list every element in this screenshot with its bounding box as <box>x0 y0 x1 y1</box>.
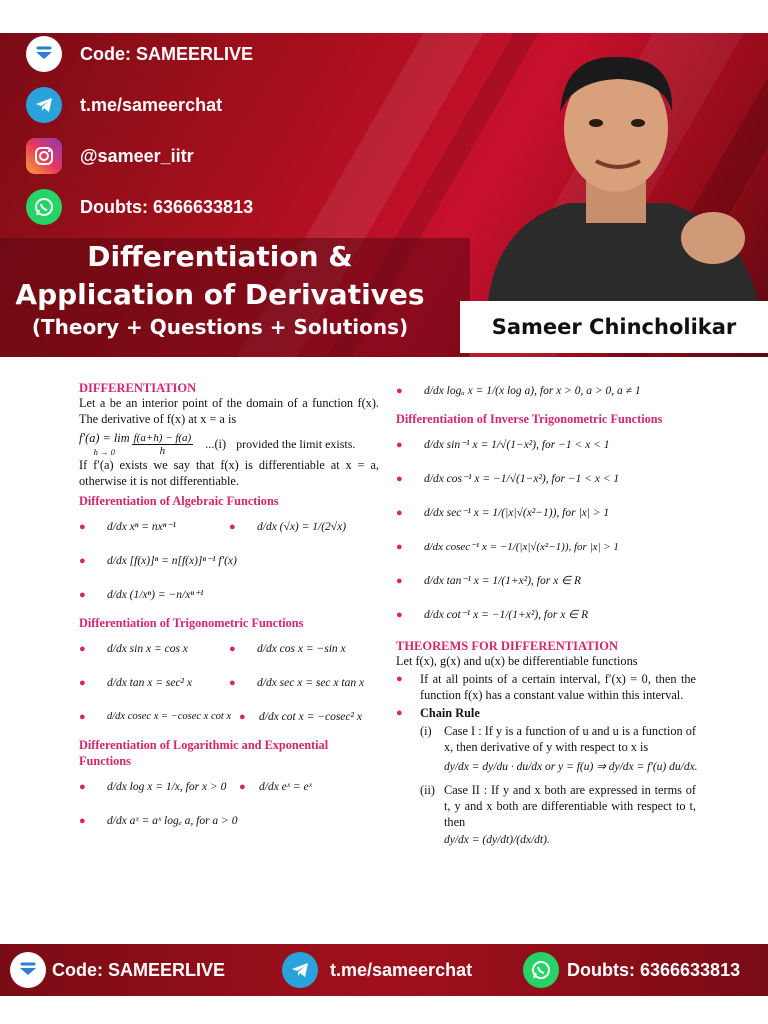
title-line-1: Differentiation & <box>87 240 353 273</box>
formula-trig-6: d/dx cot x = −cosec² x <box>259 710 362 723</box>
title-line-3: (Theory + Questions + Solutions) <box>31 315 409 339</box>
contact-whatsapp[interactable] <box>26 189 253 225</box>
formula-inv-4: d/dx cosec⁻¹ x = −1/(|x|√(x²−1)), for |x| > 1 <box>424 540 619 553</box>
formula-alg-2: d/dx (√x) = 1/(2√x) <box>257 520 347 533</box>
contact-telegram-text: t.me/sameerchat <box>80 94 223 115</box>
definition-tag: ...(i) <box>205 436 227 451</box>
contact-code <box>26 36 253 72</box>
contact-instagram[interactable] <box>26 138 194 174</box>
footer-bar <box>0 944 768 996</box>
formula-trig-4: d/dx sec x = sec x tan x <box>257 676 365 689</box>
formula-inv-3: d/dx sec⁻¹ x = 1/(|x|√(x²−1)), for |x| > 1 <box>424 506 610 519</box>
formula-alg-4: d/dx (1/xⁿ) = −n/xⁿ⁺¹ <box>107 588 204 601</box>
formula-alg-1: d/dx xⁿ = nxⁿ⁻¹ <box>107 520 176 533</box>
formula-trig-3: d/dx tan x = sec² x <box>107 676 192 689</box>
formula-alg-3: d/dx [f(x)]ⁿ = n[f(x)]ⁿ⁻¹ f′(x) <box>107 554 237 567</box>
whatsapp-icon <box>26 189 62 225</box>
theorems-intro: Let f(x), g(x) and u(x) be differentiable functions <box>396 654 638 669</box>
case1-formula: dy/dx = dy/du · du/dx or y = f(u) ⇒ dy/dx = f′(u) du/dx. <box>444 761 698 774</box>
definition-den: h <box>159 445 166 458</box>
footer-telegram-text: t.me/sameerchat <box>330 959 473 980</box>
definition-right: provided the limit exists. <box>236 436 356 451</box>
code-icon <box>10 952 46 988</box>
theorem-bullet-1: If at all points of a certain interval, f′(x) = 0, then the function f(x) has a constant value within this interval. <box>420 672 696 703</box>
definition-left: f′(a) = lim <box>79 431 130 446</box>
contact-whatsapp-text: Doubts: 6366633813 <box>80 196 254 217</box>
case2-label: (ii) <box>420 783 436 798</box>
heading-logarithmic: Differentiation of Logarithmic and Exponential Functions <box>79 738 329 769</box>
case1-label: (i) <box>420 724 432 739</box>
author-photo <box>468 33 768 301</box>
formula-trig-2: d/dx cos x = −sin x <box>257 642 346 655</box>
formula-trig-5: d/dx cosec x = −cosec x cot x <box>107 711 232 723</box>
formula-log-1: d/dx log x = 1/x, for x > 0 <box>107 780 227 793</box>
formula-inv-2: d/dx cos⁻¹ x = −1/√(1−x²), for −1 < x < 1 <box>424 472 620 485</box>
footer-code <box>10 952 225 988</box>
formula-log-3: d/dx aˣ = aˣ logₑ a, for a > 0 <box>107 814 238 827</box>
heading-inverse-trig: Differentiation of Inverse Trigonometric Functions <box>396 412 663 426</box>
definition-num: f(a+h) − f(a) <box>133 431 192 444</box>
heading-trigonometric: Differentiation of Trigonometric Functions <box>79 616 304 631</box>
telegram-icon <box>26 87 62 123</box>
contact-instagram-text: @sameer_iitr <box>80 145 194 166</box>
heading-chain-rule: Chain Rule <box>420 706 480 721</box>
heading-differentiation: DIFFERENTIATION <box>79 381 197 395</box>
heading-theorems: THEOREMS FOR DIFFERENTIATION <box>396 638 619 653</box>
right-column: ● d/dx logₐ x = 1/(x log a), for x > 0, a > 0, a ≠ 1 Differentiation of Inverse Trigonometric Functions ● d/dx sin⁻¹ x = 1/√(1−x²), for −1 < x < 1 ● d/dx cos⁻¹ x = −1/√(1−x²), for −1 < x < 1 ● d/dx sec⁻¹ x = 1/(|x|√(x²−1)), for |x| > 1 ● d/dx cosec⁻¹ x = −1/(|x|√(x²−1)), for |x| > 1 ● d/dx tan⁻¹ x = 1/(1+x²), for x ∈ R ● d/dx cot⁻¹ x = −1/(1+x²), for x ∈ R THEOREMS FOR DIFFERENTIATION Let f(x), g(x) and u(x) be differentiable functions ● If at all points of a certain interval, f′(x) = 0, then the function f(x) has a constant value within this interval. ● Chain Rule (i) Case I : If y is a function of u and u is a function of x, then derivative of y with respect to x is dy/dx = dy/du · du/dx or y = f(u) ⇒ dy/dx = f′(u) du/dx. (ii) Case II : If y and x both are expressed in terms of t, y and x both are differentiable with respect to t, then dy/dx = (dy/dt)/(dx/dt). <box>396 384 698 847</box>
case1-text: Case I : If y is a function of u and u is a function of x, then derivative of y with respect to x is <box>444 724 696 755</box>
contact-code-text: Code: SAMEERLIVE <box>80 43 254 64</box>
formula-inv-5: d/dx tan⁻¹ x = 1/(1+x²), for x ∈ R <box>424 574 581 587</box>
exists-text: If f′(a) exists we say that f(x) is differentiable at x = a, otherwise it is not differentiable. <box>79 458 379 489</box>
definition-row <box>79 431 379 458</box>
footer-whatsapp[interactable] <box>523 952 740 988</box>
footer-telegram[interactable] <box>282 952 472 988</box>
author-name: Sameer Chincholikar <box>460 301 768 353</box>
formula-inv-6: d/dx cot⁻¹ x = −1/(1+x²), for x ∈ R <box>424 608 589 621</box>
whatsapp-icon <box>523 952 559 988</box>
instagram-icon <box>26 138 62 174</box>
header-banner <box>0 33 768 357</box>
footer-code-text: Code: SAMEERLIVE <box>52 959 226 980</box>
formula-log-2: d/dx eˣ = eˣ <box>259 780 312 793</box>
formula-inv-1: d/dx sin⁻¹ x = 1/√(1−x²), for −1 < x < 1 <box>424 438 610 451</box>
definition-limit: h → 0 <box>93 447 115 458</box>
intro-text: Let a be an interior point of the domain of a function f(x). The derivative of f(x) at x = a is <box>79 396 379 427</box>
heading-algebraic: Differentiation of Algebraic Functions <box>79 494 279 509</box>
formula-trig-1: d/dx sin x = cos x <box>107 642 188 655</box>
title-line-2: Application of Derivatives <box>15 278 425 311</box>
footer-whatsapp-text: Doubts: 6366633813 <box>567 959 741 980</box>
left-column: DIFFERENTIATION Let a be an interior point of the domain of a function f(x). The derivative of f(x) at x = a is f′(a) = lim h → 0 $\frac{f(a+h) - f(a)}{h}$ ...(i) provided the limit exists. If f′(a) exists we say that f(x) is differentiable at x = a, otherwise it is not differentiable. Differentiation of Algebraic Functions ● d/dx xⁿ = nxⁿ⁻¹ ● d/dx (√x) = 1/(2√x) ● d/dx [f(x)]ⁿ = n[f(x)]ⁿ⁻¹ f′(x) ● d/dx (1/xⁿ) = −n/xⁿ⁺¹ Differentiation of Trigonometric Functions ● d/dx sin x = cos x ● d/dx cos x = −sin x ● d/dx tan x = sec² x ● d/dx sec x = sec x tan x ● d/dx cosec x = −cosec x cot x ● d/dx cot x = −cosec² x Differentiation of Logarithmic and Exponential Functions ● d/dx log x = 1/x, for x > 0 ● d/dx eˣ = eˣ ● d/dx aˣ = aˣ logₑ a, for a > 0 <box>79 381 379 827</box>
formula-loga: d/dx logₐ x = 1/(x log a), for x > 0, a > 0, a ≠ 1 <box>424 384 641 397</box>
code-icon <box>26 36 62 72</box>
contact-telegram[interactable] <box>26 87 222 123</box>
case2-text: Case II : If y and x both are expressed in terms of t, y and x both are differentiable with respect to t, then <box>444 783 696 830</box>
case2-formula: dy/dx = (dy/dt)/(dx/dt). <box>444 834 550 847</box>
telegram-icon <box>282 952 318 988</box>
